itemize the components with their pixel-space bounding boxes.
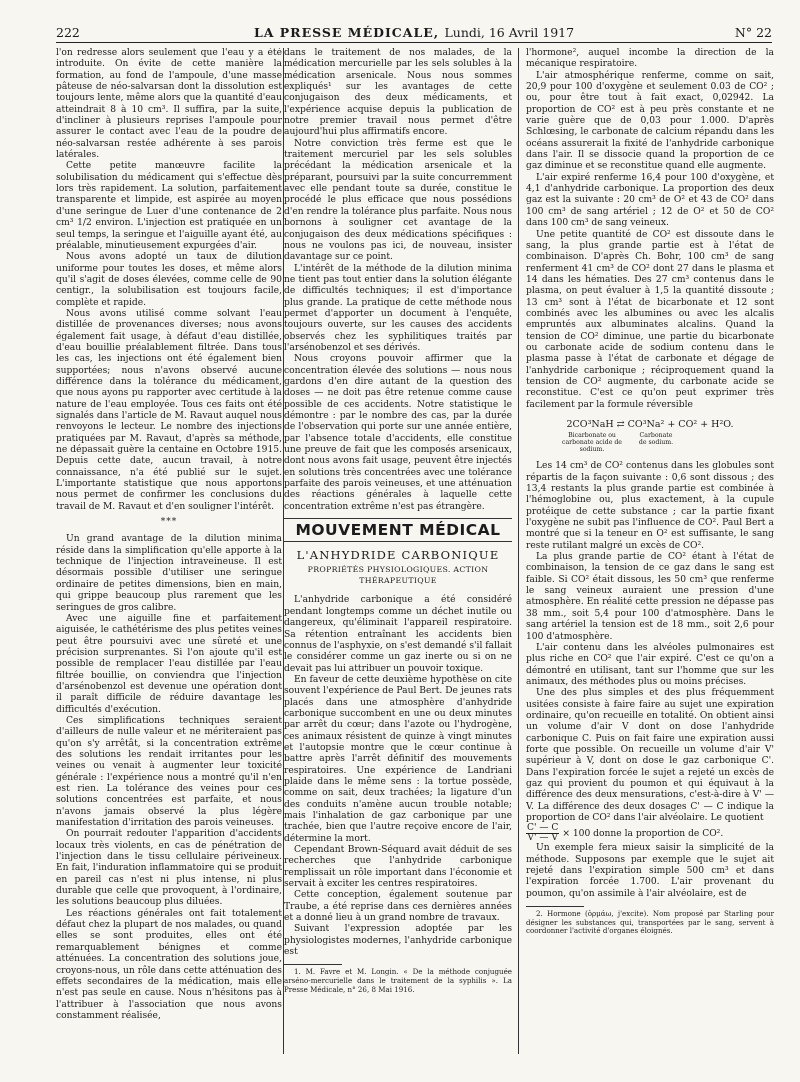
quotient-text: × 100 donne la proportion de CO². [562, 829, 724, 840]
paragraph: Nous avons adopté un taux de dilution uniforme pour toutes les doses, et même alors qu'il s'agit de doses élevées, comme celle de 90 centigr., la solubilisation est toujours facile, complète et rapide. [56, 252, 282, 308]
paragraph: La plus grande partie de CO² étant à l'état de combinaison, la tension de ce gaz dans le sang est faible. Si CO² était dissous, les 50 cm³ que renferme le sang veineux auraient une pression d'une atmosphère. En réalité cette pression ne dépasse pas 38 mm., soit 5,4 pour 100 d'atmosphère. Dans le sang artériel la tension est de 18 mm., soit 2,6 pour 100 d'atmosphère. [526, 552, 774, 642]
fraction-numerator: C' — C [527, 823, 559, 834]
footnote: 1. M. Favre et M. Longin. « De la méthode conjuguée arséno-mercurielle dans le traitement de la syphilis ». La Presse Médicale, n° 26, 8 Mai 1916. [284, 967, 512, 994]
formula-notes [526, 432, 774, 453]
fraction-denominator: V' — V [527, 833, 559, 844]
section-separator: *** [160, 517, 178, 528]
paragraph: dans le traitement de nos malades, de la médication mercurielle par les sels solubles à la médication arsenicale. Nous nous sommes expliqués¹ sur les avantages de cette conjugaison des deux médicaments, et l'expérience acquise depuis la publication de notre premier travail nous permet d'être aujourd'hui plus affirmatifs encore. [284, 48, 512, 138]
paragraph: Notre conviction très ferme est que le traitement mercuriel par les sels solubles précédant la médication arsenicale et la préparant, poursuivi par la suite concurremment avec elle pendant toute sa durée, constitue le procédé le plus efficace que nous possédions d'en rendre la tolérance plus parfaite. Nous nous bornons à souligner cet avantage de la conjugaison des deux médications spécifiques : nous ne voulons pas ici, de nouveau, insister davantage sur ce point. [284, 138, 512, 263]
paragraph: En faveur de cette deuxième hypothèse on cite souvent l'expérience de Paul Bert. De jeunes rats placés dans une atmosphère d'anhydride carbonique succombent en une ou deux minutes par arrêt du cœur; dans l'azote ou l'hydrogène, ces animaux résistent de quinze à vingt minutes et l'autopsie montre que le cœur continue à battre après l'arrêt définitif des mouvements respiratoires. Une expérience de Landriani plaide dans le même sens : la tortue possède, comme on sait, deux trachées; la ligature d'un des conduits n'amène aucun trouble notable; mais l'inhalation de gaz carbonique par une trachée, bien que l'autre reçoive encore de l'air, détermine la mort. [284, 674, 512, 844]
paragraph: Une petite quantité de CO² est dissoute dans le sang, la plus grande partie est à l'état de combinaison. D'après Ch. Bohr, 100 cm³ de sang renferment 41 cm³ de CO² dont 27 dans le plasma et 14 dans les hématies. Des 27 cm³ contenus dans le plasma, on peut évaluer à 1,5 la quantité dissoute ; 13 cm³ sont à l'état de bicarbonate et 12 sont combinés avec les albumines ou avec les alcalis empruntés aux albuminates alcalins. Quand la tension de CO² diminue, une partie du bicarbonate ou carbonate acide de sodium contenu dans le plasma passe à l'état de carbonate et dégage de l'anhydride carbonique ; réciproquement quand la tension de CO² augmente, du carbonate acide se reconstitue. C'est ce qu'on peut exprimer très facilement par la formule réversible [526, 229, 774, 410]
section-title: MOUVEMENT MÉDICAL [295, 521, 501, 540]
horizontal-rule [284, 541, 512, 542]
paragraph: L'air contenu dans les alvéoles pulmonaires est plus riche en CO² que l'air expiré. C'est ce qu'on a démontré en utilisant, tant sur l'homme que sur les animaux, des méthodes plus ou moins précises. [526, 642, 774, 687]
horizontal-rule [284, 518, 512, 519]
paragraph: Nous croyons pouvoir affirmer que la concentration élevée des solutions — nous nous gardons d'en dire autant de la question des doses — ne doit pas être retenue comme cause possible de ces accidents. Notre statistique le démontre : par le nombre des cas, par la durée de l'observation qui porte sur une année entière, par l'absence totale d'accidents, elle constitue une preuve de fait que les composés arsenicaux, dont nous avons fait usage, peuvent être injectés en solutions très concentrées avec une tolérance parfaite des parois veineuses, et une atténuation des réactions générales à laquelle cette concentration extrême n'est pas étrangère. [284, 354, 512, 512]
paragraph: L'anhydride carbonique a été considéré pendant longtemps comme un déchet inutile ou dangereux, qu'éliminait l'appareil respiratoire. Sa rétention entraînant les accidents bien connus de l'asphyxie, on s'est demandé s'il fallait le considérer comme un gaz inerte ou si on ne devait pas lui attribuer un pouvoir toxique. [284, 595, 512, 674]
paragraph: On pourrait redouter l'apparition d'accidents locaux très violents, en cas de pénétration de l'injection dans le tissu cellulaire périveineux. En fait, l'induration inflammatoire qui se produit en pareil cas n'est ni plus intense, ni plus durable que celle que provoquent, à l'ordinaire, les solutions beaucoup plus diluées. [56, 829, 282, 908]
formula-note: Bicarbonate ou carbonate acide de sodium. [562, 432, 622, 454]
paragraph: Ces simplifications techniques seraient d'ailleurs de nulle valeur et ne mériteraient pas qu'on s'y arrêtât, si la concentration extrême des solutions les rendait irritantes pour les veines ou venait à augmenter leur toxicité générale : l'expérience nous a montré qu'il n'en est rien. La tolérance des veines pour ces solutions concentrées est parfaite, et nous n'avons jamais observé la plus légère manifestation d'irritation des parois veineuses. [56, 715, 282, 829]
issue-number: N° 22 [734, 24, 772, 40]
issue-date: Lundi, 16 Avril 1917 [444, 24, 575, 40]
column-3 [526, 48, 774, 1053]
footnote: 2. Hormone (ὁρμάω, j'excite). Nom proposé par Starling pour désigner les substances qui, transportées par le sang, servent à coordonner l'activité d'organes éloignés. [526, 909, 774, 936]
formula-note: Carbonate de sodium. [638, 432, 674, 447]
quotient-line [526, 824, 774, 843]
column-1 [56, 48, 282, 1053]
chemical-formula: 2CO³NaH ⇄ CO³Na² + CO² + H²O. [566, 419, 734, 430]
footnote-rule [526, 906, 584, 907]
column-divider-2 [518, 48, 519, 1054]
paragraph: Une des plus simples et des plus fréquemment usitées consiste à faire faire au sujet une expiration ordinaire, qu'on recueille en totalité. On obtient ainsi un volume d'air V dont on dose l'anhydride carbonique C. Puis on fait faire une expiration aussi forte que possible. On recueille un volume d'air V' supérieur à V, dont on dose le gaz carbonique C'. Dans l'expiration forcée le sujet a rejeté un excès de gaz qui provient du poumon et qui équivaut à la différence des deux mensurations, c'est-à-dire à V' — V. La différence des deux dosages C' — C indique la proportion de CO² dans l'air alvéolaire. Le quotient [526, 688, 774, 823]
paragraph: Avec une aiguille fine et parfaitement aiguisée, le cathétérisme des plus petites veines peut être poursuivi avec une sûreté et une précision surprenantes. Si l'on ajoute qu'il est possible de remplacer l'eau distillée par l'eau filtrée bouillie, on conviendra que l'injection d'arsénobenzol est devenue une opération dont il paraît difficile de réduire davantage les difficultés d'exécution. [56, 613, 282, 715]
journal-title-line [116, 25, 712, 40]
column-2 [284, 48, 512, 1053]
paragraph: l'on redresse alors seulement que l'eau y a été introduite. On évite de cette manière la formation, au fond de l'ampoule, d'une masse pâteuse de néo-salvarsan dont la dissolution est toujours lente, même alors que la quantité d'eau atteindrait 8 à 10 cm³. Il suffira, par la suite, d'incliner à plusieurs reprises l'ampoule pour assurer le contact avec l'eau de la poudre de néo-salvarsan restée adhérente à ses parois latérales. [56, 48, 282, 161]
paragraph: L'air atmosphérique renferme, comme on sait, 20,9 pour 100 d'oxygène et seulement 0.03 de CO² ; ou, pour être tout à fait exact, 0,02942. La proportion de CO² est à peu près constante et ne varie guère que de 0,03 pour 1.000. D'après Schlœsing, le carbonate de calcium répandu dans les océans assurerait la fixité de l'anhydride carbonique dans l'air. Il se dissocie quand la proportion de ce gaz diminue et se reconstitue quand elle augmente. [526, 70, 774, 172]
paragraph: L'intérêt de la méthode de la dilution minima ne tient pas tout entier dans la solution élégante de difficultés techniques; il est d'importance plus grande. La pratique de cette méthode nous permet d'apporter un document à l'enquête, toujours ouverte, sur les causes des accidents observés chez les syphilitiques traités par l'arsénobenzol et ses dérivés. [284, 263, 512, 353]
article-title: L'ANHYDRIDE CARBONIQUE [296, 548, 500, 563]
quotient-fraction [526, 824, 559, 843]
paragraph: l'hormone², auquel incombe la direction de la mécanique respiratoire. [526, 48, 774, 70]
paragraph: Cette petite manœuvre facilite la solubilisation du médicament qui s'effectue dès lors très rapidement. La solution, parfaitement transparente et limpide, est aspirée au moyen d'une seringue de Luer d'une contenance de 2 cm³ 1/2 environ. L'injection est pratiquée en un seul temps, la seringue et l'aiguille ayant été, au préalable, minutieusement expurgées d'air. [56, 161, 282, 251]
paragraph: Un exemple fera mieux saisir la simplicité de la méthode. Supposons par exemple que le sujet ait rejeté dans l'expiration simple 500 cm³ et dans l'expiration forcée 1.700. L'air provenant du poumon, qu'on assimile à l'air alvéolaire, est de [526, 843, 774, 899]
footnote-rule [284, 964, 342, 965]
journal-name: LA PRESSE MÉDICALE, [253, 24, 440, 40]
paragraph: Nous avons utilisé comme solvant l'eau distillée de provenances diverses; nous avons également fait usage, à défaut d'eau distillée, d'eau bouillie préalablement filtrée. Dans tous les cas, les injections ont été également bien supportées; nous n'avons observé aucune différence dans la tolérance du médicament, que nous ayons pu rapporter avec certitude à la nature de l'eau employée. Tous ces faits ont été signalés dans l'article de M. Ravaut auquel nous renvoyons le lecteur. Le nombre des injections pratiquées par M. Ravaut, d'après sa méthode, ne dépassait guère la centaine en Octobre 1915. Depuis cette date, aucun travail, à notre connaissance, n'a été publié sur le sujet. L'importante statistique que nous apportons nous permet de confirmer les conclusions du travail de M. Ravaut et d'en souligner l'intérêt. [56, 308, 282, 512]
page-number: 222 [56, 24, 80, 40]
paragraph: Un grand avantage de la dilution minima réside dans la simplification qu'elle apporte à la technique de l'injection intraveineuse. Il est désormais possible d'utiliser une seringue ordinaire de petites dimensions, bien en main, qui grippe beaucoup plus rarement que les seringues de gros calibre. [56, 534, 282, 613]
paragraph: Cependant Brown-Séquard avait déduit de ses recherches que l'anhydride carbonique remplissait un rôle important dans l'économie et servait à exciter les centres respiratoires. [284, 845, 512, 890]
paragraph: Les 14 cm³ de CO² contenus dans les globules sont répartis de la façon suivante : 0,6 sont dissous ; des 13,4 restants la plus grande partie est combinée à l'hémoglobine ou, plus exactement, à la cupule protéique de cette substance ; car la partie fixant l'oxygène ne subit pas l'influence de CO². Paul Bert a montré que si la teneur en O² est suffisante, le sang reste rutilant malgré un excès de CO². [526, 461, 774, 551]
page-header [56, 22, 772, 43]
paragraph: Les réactions générales ont fait totalement défaut chez la plupart de nos malades, ou quand elles se sont produites, elles ont été remarquablement bénignes et comme atténuées. La concentration des solutions joue, croyons-nous, un rôle dans cette atténuation des effets secondaires de la médication, mais elle n'est pas seule en cause. Nous n'hésitons pas à l'attribuer à l'association que nous avons constamment réalisée, [56, 908, 282, 1021]
article-subtitle: PROPRIÉTÉS PHYSIOLOGIQUES. ACTION THÉRAPEUTIQUE [307, 564, 489, 586]
paragraph: Suivant l'expression adoptée par les physiologistes modernes, l'anhydride carbonique est [284, 924, 512, 958]
paragraph: L'air expiré renferme 16,4 pour 100 d'oxygène, et 4,1 d'anhydride carbonique. La proportion des deux gaz est la suivante : 20 cm³ de O² et 43 de CO² dans 100 cm³ de sang artériel ; 12 de O² et 50 de CO² dans 100 cm³ de sang veineux. [526, 172, 774, 229]
paragraph: Cette conception, également soutenue par Traube, a été reprise dans ces dernières années et a donné lieu à un grand nombre de travaux. [284, 890, 512, 924]
